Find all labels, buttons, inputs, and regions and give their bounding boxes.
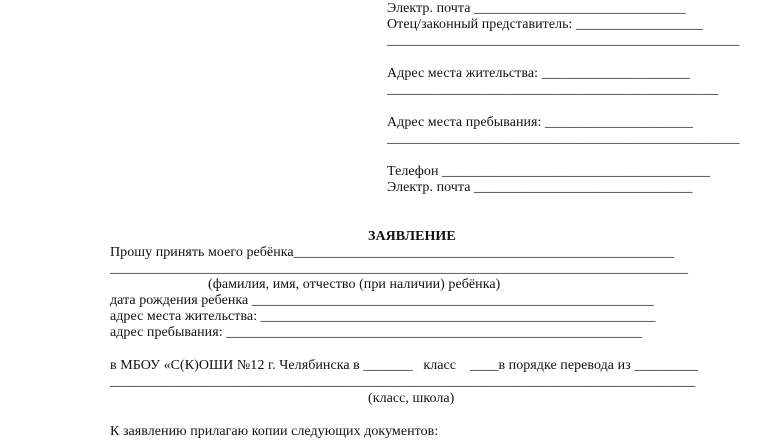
child-stay-address-field: адрес пребывания: ___________________________________________________________: [110, 325, 643, 340]
child-name-caption: (фамилия, имя, отчество (при наличии) ребёнка): [208, 277, 501, 292]
request-line: Прошу принять моего ребёнка______________________________________________________: [110, 245, 675, 260]
blank-line: ___________________________________________________________________________________: [110, 374, 696, 389]
phone-field: Телефон ______________________________________: [387, 164, 710, 179]
email-field-bottom: Электр. почта _______________________________: [387, 180, 693, 195]
email-field-top: Электр. почта ______________________________: [387, 1, 686, 16]
residence-address-field: Адрес места жительства: _____________________: [387, 66, 690, 81]
blank-line: __________________________________________________________________________________: [110, 261, 689, 276]
attachments-line: К заявлению прилагаю копии следующих документов:: [110, 424, 439, 439]
school-transfer-line: в МБОУ «С(К)ОШИ №12 г. Челябинска в _______ класс ____в порядке перевода из _________: [110, 358, 698, 373]
birth-date-field: дата рождения ребенка _________________________________________________________: [110, 293, 654, 308]
child-residence-address-field: адрес места жительства: ________________________________________________________: [110, 309, 656, 324]
blank-line: __________________________________________________: [387, 131, 740, 146]
blank-line: __________________________________________________: [387, 33, 740, 48]
class-school-caption: (класс, школа): [368, 391, 455, 406]
blank-line: _______________________________________________: [387, 82, 719, 97]
stay-address-field: Адрес места пребывания: _____________________: [387, 115, 694, 130]
parent-guardian-field: Отец/законный представитель: __________________: [387, 17, 703, 32]
statement-title: ЗАЯВЛЕНИЕ: [368, 229, 456, 244]
